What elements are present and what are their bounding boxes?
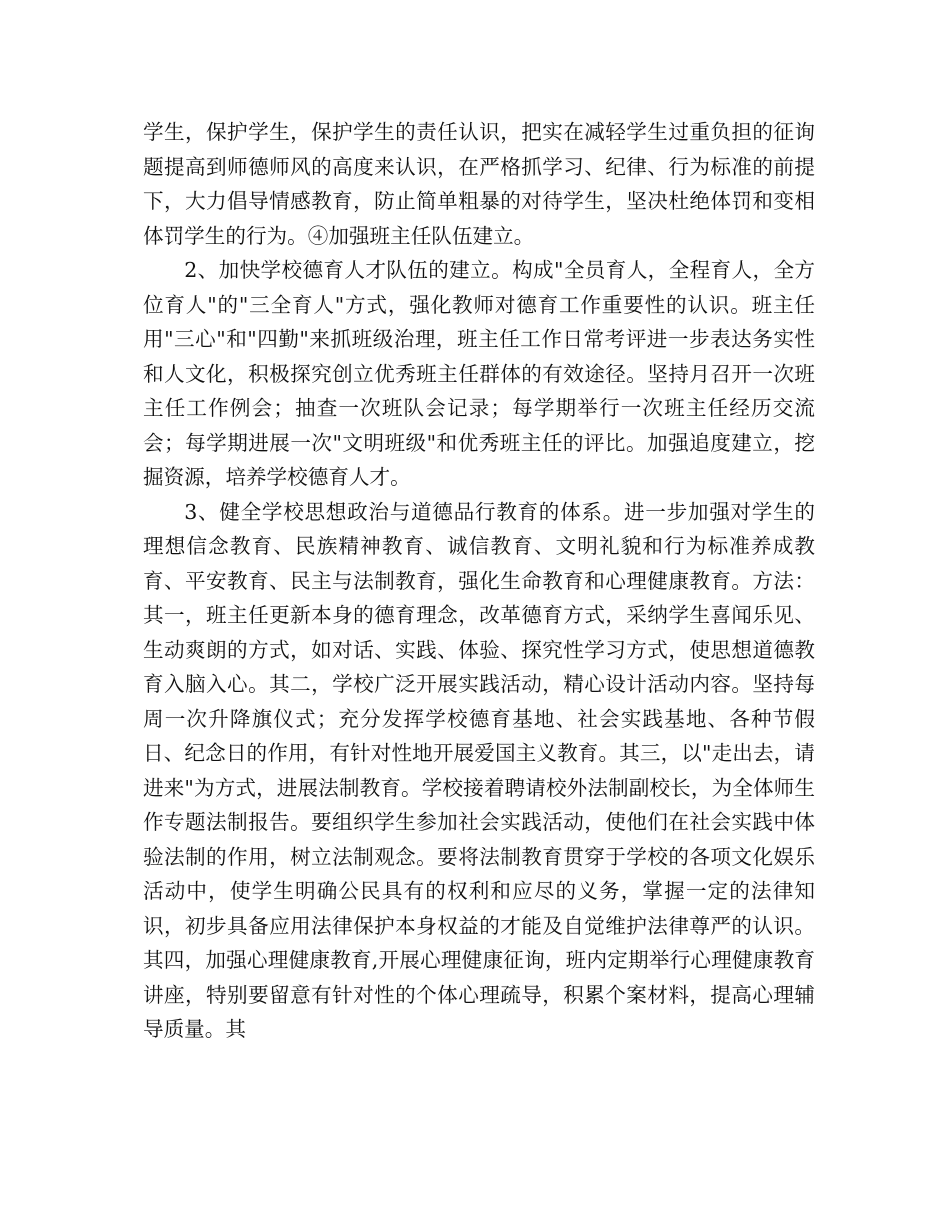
paragraph-2: 2、加快学校德育人才队伍的建立。构成"全员育人，全程育人，全方位育人"的"三全育人"方式，强化教师对德育工作重要性的认识。班主任用"三心"和"四勤"来抓班级治理，班主任工作日常考评进一步表达务实性和人文化，积极探究创立优秀班主任群体的有效途径。坚持月召开一次班主任工作例会；抽查一次班队会记录；每学期举行一次班主任经历交流会；每学期进展一次"文明班级"和优秀班主任的评比。加强追度建立，挖掘资源，培养学校德育人才。 (143, 258, 815, 489)
paragraph-3: 3、健全学校思想政治与道德品行教育的体系。进一步加强对学生的理想信念教育、民族精神教育、诚信教育、文明礼貌和行为标准养成教育、平安教育、民主与法制教育，强化生命教育和心理健康教育。方法：其一，班主任更新本身的德育理念，改革德育方式，采纳学生喜闻乐见、生动爽朗的方式，如对话、实践、体验、探究性学习方式，使思想道德教育入脑入心。其二，学校广泛开展实践活动，精心设计活动内容。坚持每周一次升降旗仪式；充分发挥学校德育基地、社会实践基地、各种节假日、纪念日的作用，有针对性地开展爱国主义教育。其三，以"走出去，请进来"为方式，进展法制教育。学校接着聘请校外法制副校长，为全体师生作专题法制报告。要组织学生参加社会实践活动，使他们在社会实践中体验法制的作用，树立法制观念。要将法制教育贯穿于学校的各项文化娱乐活动中，使学生明确公民具有的权利和应尽的义务，掌握一定的法律知识，初步具备应用法律保护本身权益的才能及自觉维护法律尊严的认识。其四，加强心理健康教育,开展心理健康征询，班内定期举行心理健康教育讲座，特别要留意有针对性的个体心理疏导，积累个案材料，提高心理辅导质量。其 (143, 499, 815, 1041)
paragraph-1: 学生，保护学生，保护学生的责任认识，把实在减轻学生过重负担的征询题提高到师德师风的高度来认识，在严格抓学习、纪律、行为标准的前提下，大力倡导情感教育，防止简单粗暴的对待学生，坚决杜绝体罚和变相体罚学生的行为。④加强班主任队伍建立。 (143, 120, 815, 248)
document-page (143, 115, 815, 1047)
